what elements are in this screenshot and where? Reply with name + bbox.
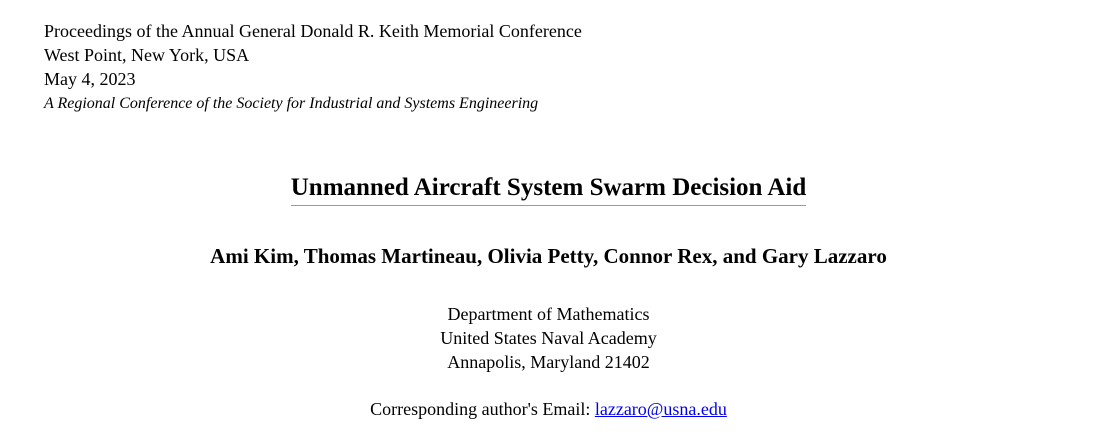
date-line: May 4, 2023: [44, 69, 136, 89]
affiliation-block: [0, 302, 1097, 374]
corresponding-author: [0, 397, 1097, 421]
author-list: Ami Kim, Thomas Martineau, Olivia Petty, Connor Rex, and Gary Lazzaro: [210, 244, 887, 268]
title-block: [0, 173, 1097, 206]
society-line: A Regional Conference of the Society for Industrial and Systems Engineering: [44, 95, 539, 112]
address: Annapolis, Maryland 21402: [447, 352, 650, 372]
location-line: West Point, New York, USA: [44, 45, 250, 65]
conference-header: [44, 19, 582, 115]
proceedings-line: Proceedings of the Annual General Donald R. Keith Memorial Conference: [44, 21, 582, 41]
institution: United States Naval Academy: [440, 328, 657, 348]
email-link[interactable]: lazzaro@usna.edu: [594, 399, 727, 419]
email-label: Corresponding author's Email:: [370, 399, 595, 419]
paper-title: Unmanned Aircraft System Swarm Decision Aid: [291, 173, 807, 206]
department: Department of Mathematics: [447, 304, 650, 324]
